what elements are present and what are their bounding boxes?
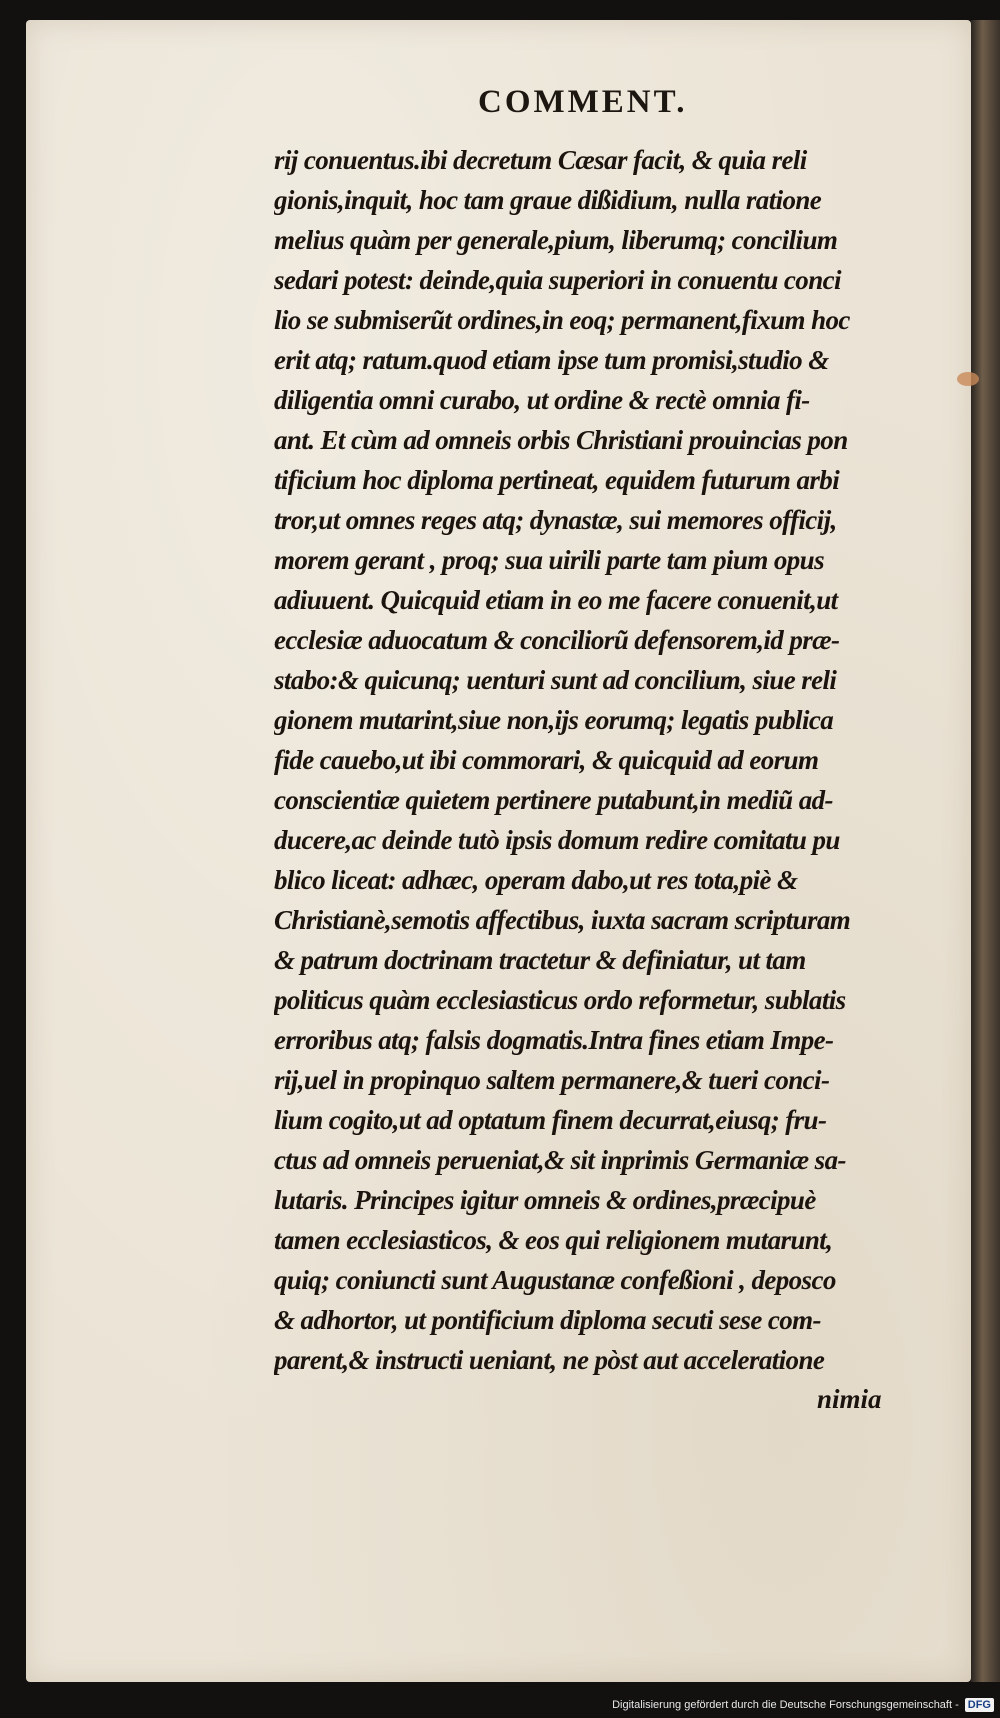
text-line: sedari potest: deinde,quia superiori in conuentu conci (274, 265, 841, 295)
text-line: politicus quàm ecclesiasticus ordo reformetur, sublatis (274, 985, 846, 1015)
page-edge (971, 20, 1000, 1682)
digitization-footer (0, 1692, 1000, 1718)
text-line: erroribus atq; falsis dogmatis.Intra fines etiam Impe- (274, 1025, 834, 1055)
text-line: conscientiæ quietem pertinere putabunt,in mediũ ad- (274, 785, 833, 815)
footer-credit: Digitalisierung gefördert durch die Deutsche Forschungsgemeinschaft - (612, 1699, 959, 1711)
text-line: gionem mutarint,siue non,ijs eorumq; legatis publica (274, 705, 834, 735)
text-line: rij,uel in propinquo saltem permanere,& tueri conci- (274, 1065, 830, 1095)
text-line: blico liceat: adhæc, operam dabo,ut res tota,piè & (274, 865, 798, 895)
text-line: ant. Et cùm ad omneis orbis Christiani prouincias pon (274, 425, 848, 455)
text-line: ecclesiæ aduocatum & conciliorũ defensorem,id præ- (274, 625, 840, 655)
text-line: lio se submiserũt ordines,in eoq; permanent,fixum hoc (274, 305, 850, 335)
text-line: tror,ut omnes reges atq; dynastæ, sui memores officij, (274, 505, 837, 535)
text-line: & adhortor, ut pontificium diploma secuti sese com- (274, 1305, 821, 1335)
running-head: COMMENT. (478, 84, 688, 120)
body-text (274, 140, 934, 1380)
catchword: nimia (817, 1384, 882, 1414)
text-line: morem gerant , proq; sua uirili parte tam pium opus (274, 545, 824, 575)
text-line: adiuuent. Quicquid etiam in eo me facere conuenit,ut (274, 585, 838, 615)
text-line: erit atq; ratum.quod etiam ipse tum promisi,studio & (274, 345, 829, 375)
text-line: fide cauebo,ut ibi commorari, & quicquid ad eorum (274, 745, 819, 775)
text-line: tificium hoc diploma pertineat, equidem futurum arbi (274, 465, 840, 495)
text-line: quiq; coniuncti sunt Augustanæ confeßioni , deposco (274, 1265, 836, 1295)
text-line: tamen ecclesiasticos, & eos qui religionem mutarunt, (274, 1225, 833, 1255)
text-line: diligentia omni curabo, ut ordine & rectè omnia fi- (274, 385, 810, 415)
text-line: ducere,ac deinde tutò ipsis domum redire comitatu pu (274, 825, 840, 855)
paper-stain (957, 372, 979, 386)
dfg-logo-icon: DFG (965, 1698, 994, 1712)
text-line: Christianè,semotis affectibus, iuxta sacram scripturam (274, 905, 851, 935)
text-line: & patrum doctrinam tractetur & definiatur, ut tam (274, 945, 806, 975)
text-line: ctus ad omneis perueniat,& sit inprimis Germaniæ sa- (274, 1145, 846, 1175)
text-line: rij conuentus.ibi decretum Cæsar facit, & quia reli (274, 145, 807, 175)
text-line: lium cogito,ut ad optatum finem decurrat,eiusq; fru- (274, 1105, 827, 1135)
text-line: gionis,inquit, hoc tam graue dißidium, nulla ratione (274, 185, 822, 215)
text-line: melius quàm per generale,pium, liberumq; concilium (274, 225, 838, 255)
text-line: stabo:& quicunq; uenturi sunt ad concilium, siue reli (274, 665, 837, 695)
text-line: lutaris. Principes igitur omneis & ordines,præcipuè (274, 1185, 816, 1215)
text-line: parent,& instructi ueniant, ne pòst aut acceleratione (274, 1345, 825, 1375)
